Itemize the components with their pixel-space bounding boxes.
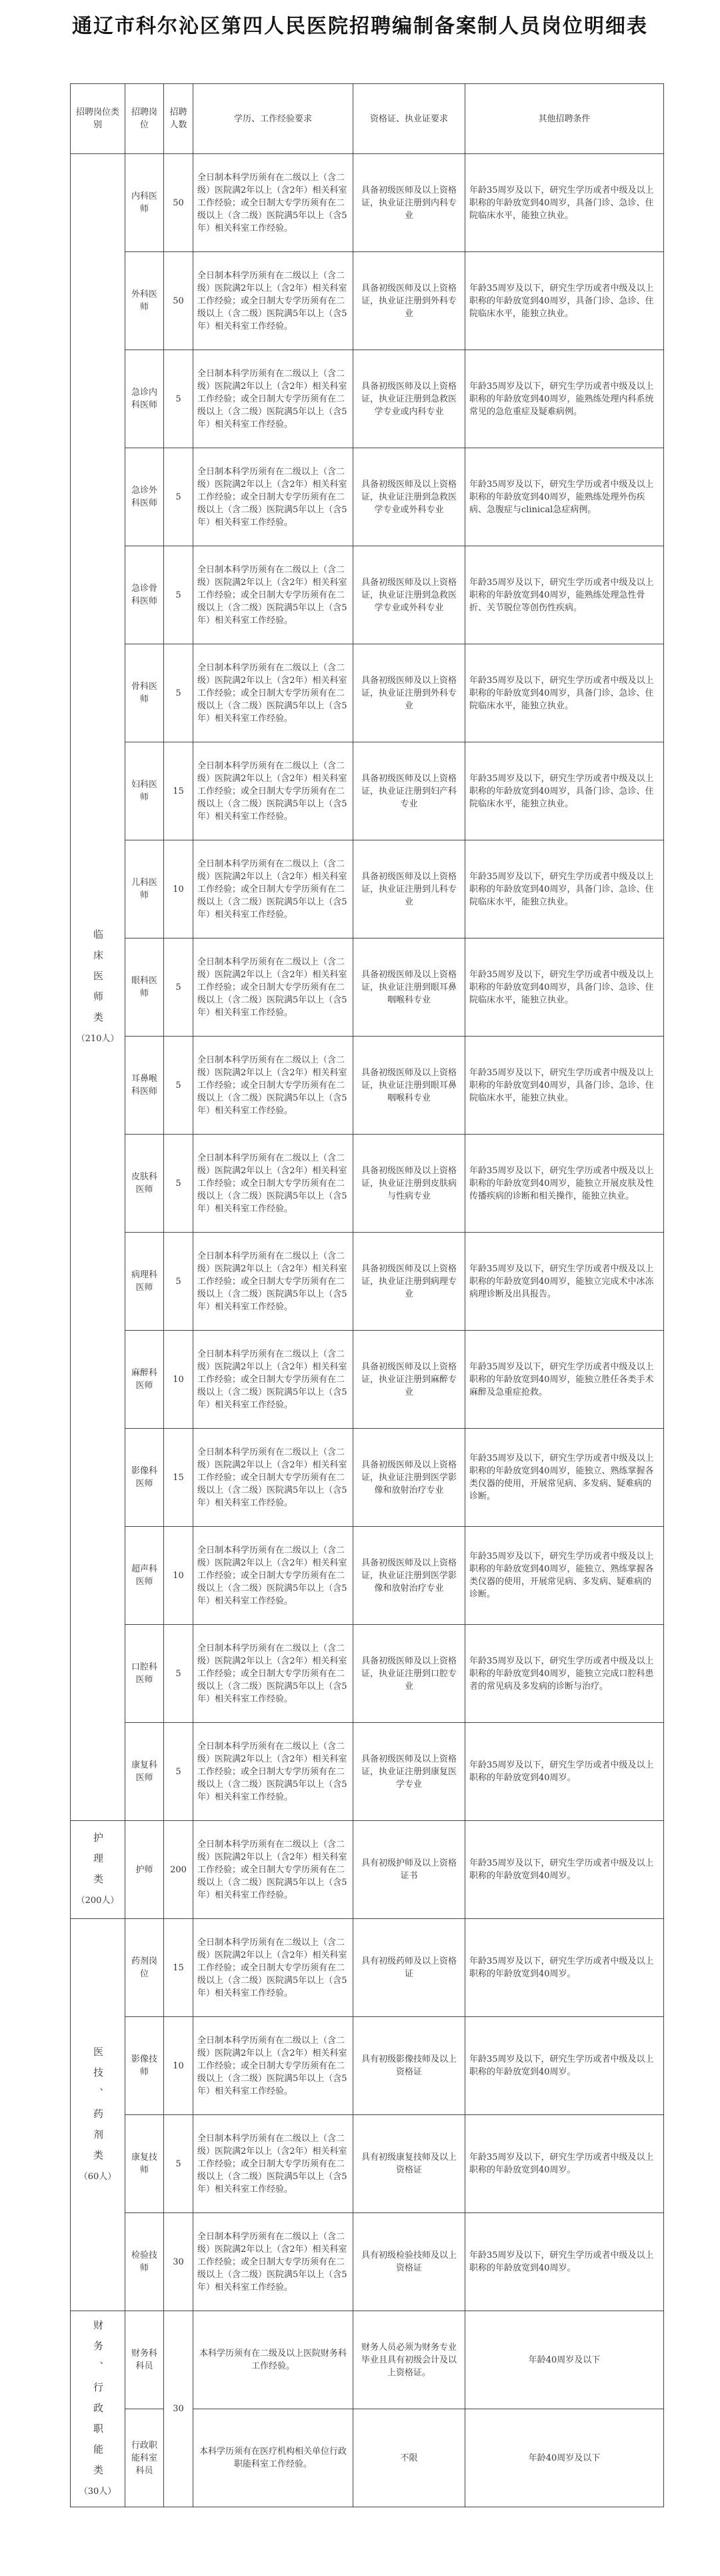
post-count: 50	[164, 252, 193, 350]
table-row	[71, 1233, 664, 1331]
post-name: 病理科医师	[125, 1233, 164, 1331]
education-requirement: 全日制本科学历须有在二级以上（含二级）医院满2年以上（含2年）相关科室工作经验；或全日制大专学历须有在二级以上（含二级）医院满5年以上（含5年）相关科室工作经验。	[193, 938, 353, 1037]
table-row	[71, 2409, 664, 2507]
certificate-requirement: 具备初级医师及以上资格证，执业证注册到内科专业	[353, 154, 465, 252]
certificate-requirement: 具备初级医师及以上资格证，执业证注册到麻醉专业	[353, 1331, 465, 1429]
certificate-requirement: 具有初级护师及以上资格证书	[353, 1821, 465, 1919]
header-education: 学历、工作经验要求	[193, 84, 353, 154]
other-requirement: 年龄35周岁及以下，研究生学历或者中级及以上职称的年龄放宽到40周岁，具备门诊、急诊、住院临床水平，能独立执业。	[465, 840, 664, 938]
post-count: 5	[164, 1723, 193, 1821]
table-row	[71, 1821, 664, 1919]
post-name: 行政职能科室科员	[125, 2409, 164, 2507]
education-requirement: 全日制本科学历须有在二级以上（含二级）医院满2年以上（含2年）相关科室工作经验；或全日制大专学历须有在二级以上（含二级）医院满5年以上（含5年）相关科室工作经验。	[193, 2017, 353, 2115]
table-row	[71, 1429, 664, 1527]
other-requirement: 年龄35周岁及以下，研究生学历或者中级及以上职称的年龄放宽到40周岁。	[465, 2115, 664, 2213]
post-count: 5	[164, 1135, 193, 1233]
category-count: （210人）	[76, 1034, 119, 1044]
post-count: 5	[164, 546, 193, 644]
post-count: 5	[164, 448, 193, 546]
other-requirement: 年龄35周岁及以下，研究生学历或者中级及以上职称的年龄放宽到40周岁，能独立完成口腔科患者的常见病及多发病的诊断与治疗。	[465, 1625, 664, 1723]
other-requirement: 年龄35周岁及以下，研究生学历或者中级及以上职称的年龄放宽到40周岁，能熟练处理内科系统常见的急危重症及疑难病例。	[465, 350, 664, 448]
table-row	[71, 1919, 664, 2017]
category-cell	[71, 1821, 125, 1919]
post-count: 50	[164, 154, 193, 252]
post-name: 口腔科医师	[125, 1625, 164, 1723]
other-requirement: 年龄40周岁及以下	[465, 2409, 664, 2507]
table-row	[71, 2115, 664, 2213]
post-name: 超声科医师	[125, 1527, 164, 1625]
table-row	[71, 1037, 664, 1135]
post-name: 耳鼻喉科医师	[125, 1037, 164, 1135]
education-requirement: 全日制本科学历须有在二级以上（含二级）医院满2年以上（含2年）相关科室工作经验；或全日制大专学历须有在二级以上（含二级）医院满5年以上（含5年）相关科室工作经验。	[193, 2213, 353, 2311]
education-requirement: 全日制本科学历须有在二级以上（含二级）医院满2年以上（含2年）相关科室工作经验；或全日制大专学历须有在二级以上（含二级）医院满5年以上（含5年）相关科室工作经验。	[193, 1331, 353, 1429]
other-requirement: 年龄35周岁及以下，研究生学历或者中级及以上职称的年龄放宽到40周岁。	[465, 1723, 664, 1821]
post-name: 骨科医师	[125, 644, 164, 742]
post-name: 外科医师	[125, 252, 164, 350]
post-name: 影像技师	[125, 2017, 164, 2115]
education-requirement: 全日制本科学历须有在二级以上（含二级）医院满2年以上（含2年）相关科室工作经验；或全日制大专学历须有在二级以上（含二级）医院满5年以上（含5年）相关科室工作经验。	[193, 1821, 353, 1919]
post-name: 急诊内科医师	[125, 350, 164, 448]
post-name: 检验技师	[125, 2213, 164, 2311]
table-row	[71, 546, 664, 644]
certificate-requirement: 财务人员必须为财务专业毕业且具有初级会计及以上资格证。	[353, 2311, 465, 2409]
table-row	[71, 252, 664, 350]
certificate-requirement: 具备初级医师及以上资格证，执业证注册到康复医学专业	[353, 1723, 465, 1821]
certificate-requirement: 具备初级医师及以上资格证，执业证注册到妇产科专业	[353, 742, 465, 840]
category-count: （200人）	[76, 1896, 119, 1906]
certificate-requirement: 具备初级医师及以上资格证，执业证注册到医学影像和放射治疗专业	[353, 1429, 465, 1527]
other-requirement: 年龄35周岁及以下，研究生学历或者中级及以上职称的年龄放宽到40周岁，能独立、熟练掌握各类仪器的使用，开展常见病、多发病、疑难病的诊断。	[465, 1429, 664, 1527]
certificate-requirement: 具备初级医师及以上资格证，执业证注册到急救医学专业或外科专业	[353, 448, 465, 546]
header-count: 招聘人数	[164, 84, 193, 154]
post-count: 15	[164, 742, 193, 840]
education-requirement: 全日制本科学历须有在二级以上（含二级）医院满2年以上（含2年）相关科室工作经验；或全日制大专学历须有在二级以上（含二级）医院满5年以上（含5年）相关科室工作经验。	[193, 1919, 353, 2017]
table-row	[71, 2017, 664, 2115]
other-requirement: 年龄35周岁及以下，研究生学历或者中级及以上职称的年龄放宽到40周岁，能独立完成术中冰冻病理诊断及出具报告。	[465, 1233, 664, 1331]
table-row	[71, 2213, 664, 2311]
post-count: 15	[164, 1429, 193, 1527]
education-requirement: 全日制本科学历须有在二级以上（含二级）医院满2年以上（含2年）相关科室工作经验；或全日制大专学历须有在二级以上（含二级）医院满5年以上（含5年）相关科室工作经验。	[193, 154, 353, 252]
post-count: 30	[164, 2311, 193, 2507]
table-row	[71, 2311, 664, 2409]
post-count: 30	[164, 2213, 193, 2311]
post-name: 药剂岗位	[125, 1919, 164, 2017]
post-name: 护师	[125, 1821, 164, 1919]
education-requirement: 本科学历须有在医疗机构相关单位行政职能科室工作经验。	[193, 2409, 353, 2507]
post-count: 10	[164, 1331, 193, 1429]
position-table	[70, 83, 664, 2507]
post-count: 15	[164, 1919, 193, 2017]
header-category: 招聘岗位类别	[71, 84, 125, 154]
other-requirement: 年龄35周岁及以下，研究生学历或者中级及以上职称的年龄放宽到40周岁，具备门诊、急诊、住院临床水平，能独立执业。	[465, 154, 664, 252]
other-requirement: 年龄35周岁及以下，研究生学历或者中级及以上职称的年龄放宽到40周岁，具备门诊、急诊、住院临床水平，能独立执业。	[465, 938, 664, 1037]
post-name: 康复科医师	[125, 1723, 164, 1821]
education-requirement: 全日制本科学历须有在二级以上（含二级）医院满2年以上（含2年）相关科室工作经验；或全日制大专学历须有在二级以上（含二级）医院满5年以上（含5年）相关科室工作经验。	[193, 644, 353, 742]
header-other: 其他招聘条件	[465, 84, 664, 154]
education-requirement: 全日制本科学历须有在二级以上（含二级）医院满2年以上（含2年）相关科室工作经验；或全日制大专学历须有在二级以上（含二级）医院满5年以上（含5年）相关科室工作经验。	[193, 350, 353, 448]
certificate-requirement: 不限	[353, 2409, 465, 2507]
certificate-requirement: 具备初级医师及以上资格证，执业证注册到医学影像和放射治疗专业	[353, 1527, 465, 1625]
table-row	[71, 154, 664, 252]
education-requirement: 全日制本科学历须有在二级以上（含二级）医院满2年以上（含2年）相关科室工作经验；或全日制大专学历须有在二级以上（含二级）医院满5年以上（含5年）相关科室工作经验。	[193, 1037, 353, 1135]
post-name: 儿科医师	[125, 840, 164, 938]
other-requirement: 年龄35周岁及以下，研究生学历或者中级及以上职称的年龄放宽到40周岁，能熟练处理外伤疾病、急腹症与clinical急症病例。	[465, 448, 664, 546]
certificate-requirement: 具备初级医师及以上资格证，执业证注册到眼耳鼻咽喉科专业	[353, 938, 465, 1037]
category-count: （30人）	[79, 2487, 117, 2497]
other-requirement: 年龄35周岁及以下，研究生学历或者中级及以上职称的年龄放宽到40周岁，具备门诊、急诊、住院临床水平，能独立执业。	[465, 1037, 664, 1135]
table-row	[71, 938, 664, 1037]
education-requirement: 全日制本科学历须有在二级以上（含二级）医院满2年以上（含2年）相关科室工作经验；或全日制大专学历须有在二级以上（含二级）医院满5年以上（含5年）相关科室工作经验。	[193, 1723, 353, 1821]
education-requirement: 全日制本科学历须有在二级以上（含二级）医院满2年以上（含2年）相关科室工作经验；或全日制大专学历须有在二级以上（含二级）医院满5年以上（含5年）相关科室工作经验。	[193, 1135, 353, 1233]
education-requirement: 全日制本科学历须有在二级以上（含二级）医院满2年以上（含2年）相关科室工作经验；或全日制大专学历须有在二级以上（含二级）医院满5年以上（含5年）相关科室工作经验。	[193, 448, 353, 546]
table-row	[71, 840, 664, 938]
table-header-row	[71, 84, 664, 154]
post-count: 5	[164, 938, 193, 1037]
other-requirement: 年龄35周岁及以下，研究生学历或者中级及以上职称的年龄放宽到40周岁。	[465, 1821, 664, 1919]
post-count: 10	[164, 1527, 193, 1625]
table-row	[71, 1331, 664, 1429]
post-name: 影像科医师	[125, 1429, 164, 1527]
post-count: 10	[164, 840, 193, 938]
certificate-requirement: 具备初级医师及以上资格证，执业证注册到眼耳鼻咽喉科专业	[353, 1037, 465, 1135]
education-requirement: 全日制本科学历须有在二级以上（含二级）医院满2年以上（含2年）相关科室工作经验；或全日制大专学历须有在二级以上（含二级）医院满5年以上（含5年）相关科室工作经验。	[193, 1625, 353, 1723]
table-row	[71, 1135, 664, 1233]
post-name: 眼科医师	[125, 938, 164, 1037]
other-requirement: 年龄35周岁及以下，研究生学历或者中级及以上职称的年龄放宽到40周岁，能独立胜任各类手术麻醉及急重症抢救。	[465, 1331, 664, 1429]
other-requirement: 年龄35周岁及以下，研究生学历或者中级及以上职称的年龄放宽到40周岁。	[465, 1919, 664, 2017]
education-requirement: 全日制本科学历须有在二级以上（含二级）医院满2年以上（含2年）相关科室工作经验；或全日制大专学历须有在二级以上（含二级）医院满5年以上（含5年）相关科室工作经验。	[193, 1233, 353, 1331]
post-count: 5	[164, 1037, 193, 1135]
table-row	[71, 1723, 664, 1821]
other-requirement: 年龄35周岁及以下，研究生学历或者中级及以上职称的年龄放宽到40周岁，具备门诊、急诊、住院临床水平，能独立执业。	[465, 644, 664, 742]
post-name: 急诊骨科医师	[125, 546, 164, 644]
certificate-requirement: 具备初级医师及以上资格证，执业证注册到儿科专业	[353, 840, 465, 938]
post-count: 200	[164, 1821, 193, 1919]
post-count: 5	[164, 1625, 193, 1723]
post-count: 5	[164, 1233, 193, 1331]
post-count: 5	[164, 644, 193, 742]
education-requirement: 本科学历须有在二级及以上医院财务科工作经验。	[193, 2311, 353, 2409]
header-certificate: 资格证、执业证要求	[353, 84, 465, 154]
post-name: 内科医师	[125, 154, 164, 252]
certificate-requirement: 具有初级康复技师及以上资格证	[353, 2115, 465, 2213]
table-row	[71, 644, 664, 742]
header-post: 招聘岗位	[125, 84, 164, 154]
post-name: 妇科医师	[125, 742, 164, 840]
other-requirement: 年龄35周岁及以下，研究生学历或者中级及以上职称的年龄放宽到40周岁，具备门诊、急诊、住院临床水平，能独立执业。	[465, 742, 664, 840]
certificate-requirement: 具有初级检验技师及以上资格证	[353, 2213, 465, 2311]
other-requirement: 年龄35周岁及以下，研究生学历或者中级及以上职称的年龄放宽到40周岁，能独立开展皮肤及性传播疾病的诊断和相关操作，能独立执业。	[465, 1135, 664, 1233]
certificate-requirement: 具备初级医师及以上资格证，执业证注册到外科专业	[353, 644, 465, 742]
post-count: 5	[164, 2115, 193, 2213]
table-row	[71, 448, 664, 546]
education-requirement: 全日制本科学历须有在二级以上（含二级）医院满2年以上（含2年）相关科室工作经验；或全日制大专学历须有在二级以上（含二级）医院满5年以上（含5年）相关科室工作经验。	[193, 2115, 353, 2213]
certificate-requirement: 具备初级医师及以上资格证，执业证注册到皮肤病与性病专业	[353, 1135, 465, 1233]
other-requirement: 年龄35周岁及以下，研究生学历或者中级及以上职称的年龄放宽到40周岁，能熟练处理急性骨折、关节脱位等创伤性疾病。	[465, 546, 664, 644]
other-requirement: 年龄35周岁及以下，研究生学历或者中级及以上职称的年龄放宽到40周岁，能独立、熟练掌握各类仪器的使用，开展常见病、多发病、疑难病的诊断。	[465, 1527, 664, 1625]
certificate-requirement: 具备初级医师及以上资格证，执业证注册到病理专业	[353, 1233, 465, 1331]
other-requirement: 年龄35周岁及以下，研究生学历或者中级及以上职称的年龄放宽到40周岁。	[465, 2017, 664, 2115]
certificate-requirement: 具有初级药师及以上资格证	[353, 1919, 465, 2017]
category-name: 医技、药剂类	[92, 2046, 104, 2170]
post-name: 急诊外科医师	[125, 448, 164, 546]
post-name: 麻醉科医师	[125, 1331, 164, 1429]
other-requirement: 年龄35周岁及以下，研究生学历或者中级及以上职称的年龄放宽到40周岁。	[465, 2213, 664, 2311]
table-row	[71, 1527, 664, 1625]
category-name: 护理类	[92, 1832, 104, 1894]
table-row	[71, 742, 664, 840]
category-count: （60人）	[79, 2172, 117, 2182]
page-title: 通辽市科尔沁区第四人民医院招聘编制备案制人员岗位明细表	[72, 15, 648, 38]
certificate-requirement: 具有初级影像技师及以上资格证	[353, 2017, 465, 2115]
certificate-requirement: 具备初级医师及以上资格证，执业证注册到外科专业	[353, 252, 465, 350]
certificate-requirement: 具备初级医师及以上资格证，执业证注册到急救医学专业或外科专业	[353, 546, 465, 644]
education-requirement: 全日制本科学历须有在二级以上（含二级）医院满2年以上（含2年）相关科室工作经验；或全日制大专学历须有在二级以上（含二级）医院满5年以上（含5年）相关科室工作经验。	[193, 1527, 353, 1625]
post-name: 皮肤科医师	[125, 1135, 164, 1233]
category-cell	[71, 154, 125, 1821]
category-name: 临床医师类	[92, 929, 104, 1033]
education-requirement: 全日制本科学历须有在二级以上（含二级）医院满2年以上（含2年）相关科室工作经验；或全日制大专学历须有在二级以上（含二级）医院满5年以上（含5年）相关科室工作经验。	[193, 1429, 353, 1527]
education-requirement: 全日制本科学历须有在二级以上（含二级）医院满2年以上（含2年）相关科室工作经验；或全日制大专学历须有在二级以上（含二级）医院满5年以上（含5年）相关科室工作经验。	[193, 252, 353, 350]
post-name: 康复技师	[125, 2115, 164, 2213]
category-name: 财务、行政职能类	[92, 2320, 104, 2485]
post-count: 10	[164, 2017, 193, 2115]
table-row	[71, 1625, 664, 1723]
post-name: 财务科科员	[125, 2311, 164, 2409]
category-cell	[71, 1919, 125, 2311]
education-requirement: 全日制本科学历须有在二级以上（含二级）医院满2年以上（含2年）相关科室工作经验；或全日制大专学历须有在二级以上（含二级）医院满5年以上（含5年）相关科室工作经验。	[193, 742, 353, 840]
education-requirement: 全日制本科学历须有在二级以上（含二级）医院满2年以上（含2年）相关科室工作经验；或全日制大专学历须有在二级以上（含二级）医院满5年以上（含5年）相关科室工作经验。	[193, 840, 353, 938]
other-requirement: 年龄40周岁及以下	[465, 2311, 664, 2409]
post-count: 5	[164, 350, 193, 448]
table-row	[71, 350, 664, 448]
education-requirement: 全日制本科学历须有在二级以上（含二级）医院满2年以上（含2年）相关科室工作经验；或全日制大专学历须有在二级以上（含二级）医院满5年以上（含5年）相关科室工作经验。	[193, 546, 353, 644]
other-requirement: 年龄35周岁及以下，研究生学历或者中级及以上职称的年龄放宽到40周岁，具备门诊、急诊、住院临床水平，能独立执业。	[465, 252, 664, 350]
certificate-requirement: 具备初级医师及以上资格证，执业证注册到急救医学专业或内科专业	[353, 350, 465, 448]
category-cell	[71, 2311, 125, 2507]
certificate-requirement: 具备初级医师及以上资格证，执业证注册到口腔专业	[353, 1625, 465, 1723]
